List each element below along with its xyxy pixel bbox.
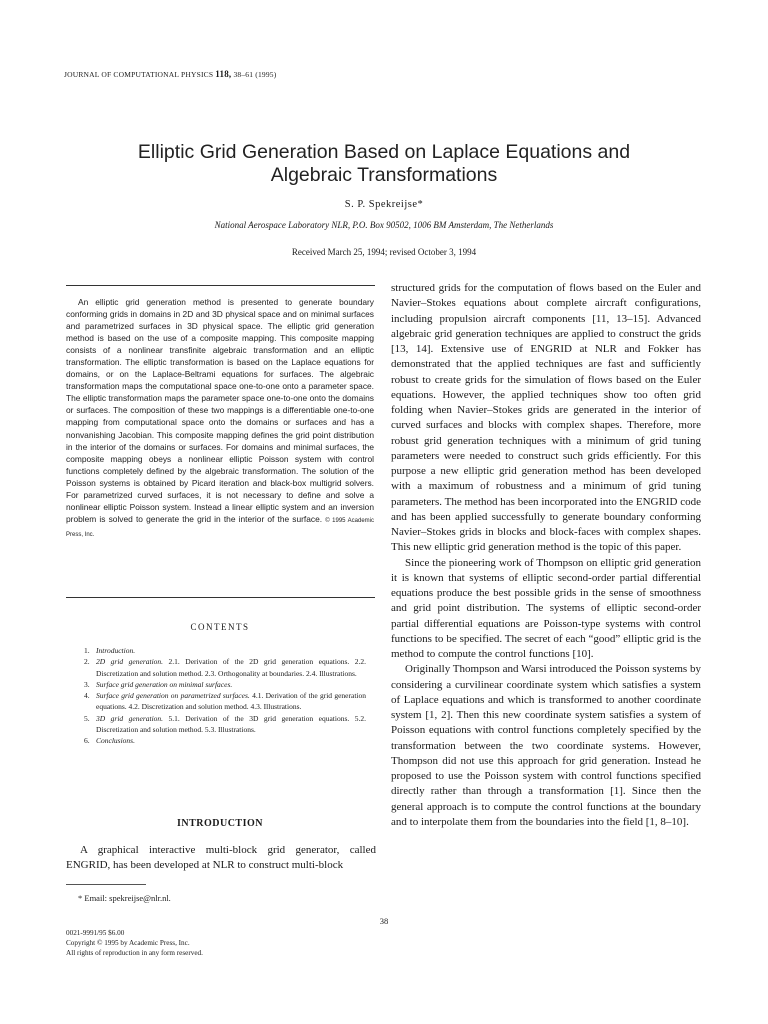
page-number: 38 [379, 916, 389, 926]
toc-item [84, 735, 366, 746]
toc-item-number: 5. [84, 713, 90, 723]
contents-heading: CONTENTS [190, 622, 250, 632]
body-paragraph: Since the pioneering work of Thompson on elliptic grid generation it is known that systems of elliptic second-order partial differential equations produce the best possible grids in the sense of smoothness and grid point distribution. The systems of elliptic second-order partial differential equations are Poisson-type systems with control functions to be specified. The secret of each “good” elliptic grid is the method to compute the control functions [10]. [391, 556, 701, 660]
body-paragraph: structured grids for the computation of flows based on the Euler and Navier–Stokes equations about complete aircraft configurations, including propulsion aircraft components [11, 13–15]. Advanced algebraic grid generation techniques are applied to construct the grids [13, 14]. Extensive use of ENGRID at NLR and Fokker has demonstrated that the applied techniques are fast and sufficiently robust to create grids for the simulation of flows based on the Euler equations. However, the applied techniques show too often grid folding when Navier–Stokes grids are generated in the interior of curved surfaces and blocks with complex shapes. Therefore, more robust grid generation techniques with a minimum of grid tuning parameters were needed to construct such grids efficiently. For this purpose a new elliptic grid generation method has been developed with a maximum of robustness and a minimum of grid tuning parameters. The method has been incorporated into the ENGRID code and has been applied successfully to generate boundary conforming Navier–Stokes grids in blocks and block-faces with complex shapes. This new elliptic grid generation method is the topic of this paper. [391, 282, 701, 554]
volume-number: 118, [215, 69, 232, 79]
table-of-contents [84, 645, 366, 747]
toc-item-title: 3D grid generation. [96, 713, 164, 723]
page-range: 38–61 (1995) [233, 70, 277, 79]
introduction-text: A graphical interactive multi-block grid generator, called ENGRID, has been developed at NLR to construct multi-block [66, 844, 376, 871]
footnote-rule [66, 884, 146, 885]
title-line-1: Elliptic Grid Generation Based on Laplace Equations and [137, 141, 631, 163]
toc-item [84, 645, 366, 656]
abstract-top-rule [66, 285, 375, 286]
abstract-text: An elliptic grid generation method is presented to generate boundary conforming grids in domains in 2D and 3D physical space and on minimal surfaces and parametrized surfaces in 3D physical space. The elliptic grid generation method is based on the use of a composite mapping. This composite mapping consists of a nonlinear transfinite algebraic transformation and an elliptic transformation. The elliptic transformation is based on the Laplace equations for domains, or on the Laplace-Beltrami equations for surfaces. The algebraic transformation maps the computational space one-to-one onto a parameter space. The elliptic transformation maps the parameter space one-to-one onto the domains or surfaces. The composition of these two mappings is a differentiable one-to-one mapping from computational space onto the domains or surfaces and has a nonvanishing Jacobian. This composite mapping defines the grid point distribution in the interior of the domains or surfaces. For domains and minimal surfaces, the composite mapping obeys a nonlinear elliptic Poisson system with control functions completely defined by the algebraic transformation. The solution of the Poisson systems is obtained by Picard iteration and black-box multigrid solvers. For parametrized curved surfaces, it is not necessary to define and solve a nonlinear elliptic Poisson system. Instead a linear elliptic system and an inversion problem is solved to generate the grid in the interior of the surface. [66, 297, 374, 524]
imprint-line-1: 0021-9991/95 $6.00 [66, 929, 125, 937]
toc-item-number: 6. [84, 736, 90, 746]
imprint-line-3: All rights of reproduction in any form reserved. [66, 949, 203, 957]
imprint [66, 928, 203, 958]
toc-item-number: 4. [84, 691, 90, 701]
author-name: S. P. Spekreijse* [344, 199, 424, 210]
toc-item [84, 690, 366, 713]
toc-item-subsections: 2.1. Derivation of the 2D grid generation equations. 2.2. Discretization and solution method. 2.3. Orthogonality at boundaries. 2.4. Illustrations. [96, 657, 366, 678]
received-dates: Received March 25, 1994; revised October 3, 1994 [291, 247, 477, 257]
imprint-line-2: Copyright © 1995 by Academic Press, Inc. [66, 939, 190, 947]
title-line-2: Algebraic Transformations [270, 164, 498, 186]
toc-item-number: 3. [84, 679, 90, 689]
running-header [64, 69, 276, 79]
paper-title [70, 141, 698, 187]
abstract-copyright: © 1995 Academic Press, Inc. [66, 517, 375, 538]
right-column [391, 281, 701, 830]
toc-item-subsections: 4.1. Derivation of the grid generation equations. 4.2. Discretization and solution method. 4.3. Illustrations. [96, 691, 367, 712]
toc-item-number: 1. [84, 646, 90, 655]
toc-item [84, 713, 366, 736]
toc-item-subsections: 5.1. Derivation of the 3D grid generation equations. 5.2. Discretization and solution method. 5.3. Illustrations. [96, 713, 366, 735]
abstract [66, 296, 374, 541]
body-paragraph: Originally Thompson and Warsi introduced the Poisson systems by considering a curvilinear coordinate system which satisfies a system of Laplace equations and which is transformed to another coordinate system [1, 2]. Then this new coordinate system satisfies a system of Poisson equations with control functions completely specified by the transformation between the two coordinate systems. However, Thompson did not use this approach for grid generation. Instead he proposed to use the Poisson system with control functions specified directly rather than through a transformation [1]. Since then the general approach is to compute the control functions at the boundary and to interpolate them from the boundaries into the field [1, 8–10]. [391, 663, 701, 828]
toc-item [84, 656, 366, 679]
toc-item-title: Introduction. [96, 646, 136, 655]
toc-item-title: Surface grid generation on parametrized surfaces. [96, 691, 250, 701]
author-affiliation: National Aerospace Laboratory NLR, P.O. Box 90502, 1006 BM Amsterdam, The Netherlands [214, 220, 554, 230]
toc-item-title: Conclusions. [96, 736, 135, 746]
abstract-bottom-rule [66, 597, 375, 598]
introduction-heading: INTRODUCTION [176, 818, 263, 829]
journal-name: JOURNAL OF COMPUTATIONAL PHYSICS [64, 70, 214, 79]
footnote: * Email: spekreijse@nlr.nl. [78, 893, 171, 903]
toc-item-title: 2D grid generation. [96, 657, 164, 667]
toc-item [84, 679, 366, 690]
toc-item-title: Surface grid generation on minimal surfaces. [96, 679, 233, 689]
toc-item-number: 2. [84, 657, 90, 667]
